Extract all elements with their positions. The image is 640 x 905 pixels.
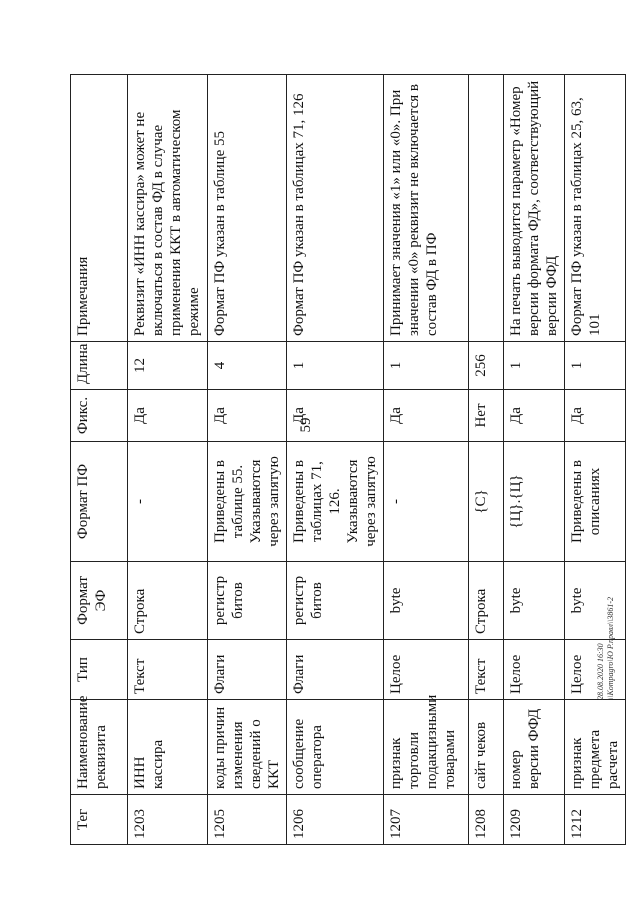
cell-format-pf: -: [128, 442, 208, 562]
cell-name: признак предмета расчета: [565, 700, 626, 795]
cell-name: сообщение оператора: [287, 700, 384, 795]
cell-type: Текст: [128, 640, 208, 700]
cell-format-pf: Приведены в описаниях: [565, 442, 626, 562]
cell-fix: Да: [208, 390, 287, 442]
cell-format-pf: Приведены в таблицах 71, 126. Указываются через запятую: [287, 442, 384, 562]
cell-type: Целое: [565, 640, 626, 700]
cell-type: Флаги: [208, 640, 287, 700]
header-notes: Примечания: [71, 75, 128, 342]
cell-fix: Да: [504, 390, 565, 442]
cell-format-ef: byte: [504, 562, 565, 640]
cell-format-ef: byte: [384, 562, 469, 640]
page-number: 59: [298, 417, 314, 433]
stamp-date: 28.08.2020 16:30: [596, 643, 605, 700]
cell-type: Целое: [384, 640, 469, 700]
cell-format-pf: {С}: [469, 442, 504, 562]
cell-name: коды причин изменения сведений о ККТ: [208, 700, 287, 795]
cell-format-pf: {Ц}.{Ц}: [504, 442, 565, 562]
cell-tag: 1206: [287, 795, 384, 845]
header-format-ef: Формат ЭФ: [71, 562, 128, 640]
cell-format-ef: регистр битов: [208, 562, 287, 640]
cell-notes: На печать выводится параметр «Номер версии формата ФД», соответствующий версии ФФД: [504, 75, 565, 342]
cell-type: Флаги: [287, 640, 384, 700]
cell-length: 12: [128, 342, 208, 390]
cell-fix: Да: [287, 390, 384, 442]
cell-name: ИНН кассира: [128, 700, 208, 795]
cell-notes: Формат ПФ указан в таблице 55: [208, 75, 287, 342]
cell-length: 4: [208, 342, 287, 390]
cell-name: номер версии ФФД: [504, 700, 565, 795]
cell-notes: Реквизит «ИНН кассира» может не включаться в состав ФД в случае применения ККТ в автоматическом режиме: [128, 75, 208, 342]
cell-format-ef: регистр битов: [287, 562, 384, 640]
cell-tag: 1209: [504, 795, 565, 845]
cell-length: 1: [384, 342, 469, 390]
cell-notes: Принимает значения «1» или «0». При значении «0» реквизит не включается в состав ФД в ПФ: [384, 75, 469, 342]
cell-type: Целое: [504, 640, 565, 700]
cell-format-ef: byte: [565, 562, 626, 640]
cell-notes: Формат ПФ указан в таблицах 71, 126: [287, 75, 384, 342]
cell-tag: 1212: [565, 795, 626, 845]
cell-length: 256: [469, 342, 504, 390]
table-row: [208, 75, 287, 845]
cell-tag: 1205: [208, 795, 287, 845]
table-row: [287, 75, 384, 845]
table-row: [469, 75, 504, 845]
cell-tag: 1207: [384, 795, 469, 845]
table-header-row: [71, 75, 128, 845]
cell-fix: Да: [384, 390, 469, 442]
cell-format-ef: Строка: [128, 562, 208, 640]
cell-notes: Формат ПФ указан в таблицах 25, 63, 101: [565, 75, 626, 342]
cell-name: признак торговли подакцизными товарами: [384, 700, 469, 795]
requisites-table: [70, 74, 626, 845]
table-row: [504, 75, 565, 845]
cell-length: 1: [565, 342, 626, 390]
table-row: [565, 75, 626, 845]
cell-name: сайт чеков: [469, 700, 504, 795]
header-name: Наименование реквизита: [71, 700, 128, 795]
cell-format-pf: -: [384, 442, 469, 562]
cell-fix: Да: [565, 390, 626, 442]
cell-tag: 1203: [128, 795, 208, 845]
header-length: Длина: [71, 342, 128, 390]
cell-length: 1: [287, 342, 384, 390]
cell-format-pf: Приведены в таблице 55. Указываются через запятую: [208, 442, 287, 562]
cell-format-ef: Строка: [469, 562, 504, 640]
header-format-pf: Формат ПФ: [71, 442, 128, 562]
header-type: Тип: [71, 640, 128, 700]
cell-notes: [469, 75, 504, 342]
cell-tag: 1208: [469, 795, 504, 845]
cell-length: 1: [504, 342, 565, 390]
cell-fix: Нет: [469, 390, 504, 442]
header-tag: Тег: [71, 795, 128, 845]
cell-fix: Да: [128, 390, 208, 442]
header-fix: Фикс.: [71, 390, 128, 442]
stamp-path: \\Kompagro\Ю Р.правл\\3861-2: [606, 596, 615, 700]
cell-type: Текст: [469, 640, 504, 700]
table-row: [128, 75, 208, 845]
document-stamp: [596, 540, 616, 700]
table-row: [384, 75, 469, 845]
